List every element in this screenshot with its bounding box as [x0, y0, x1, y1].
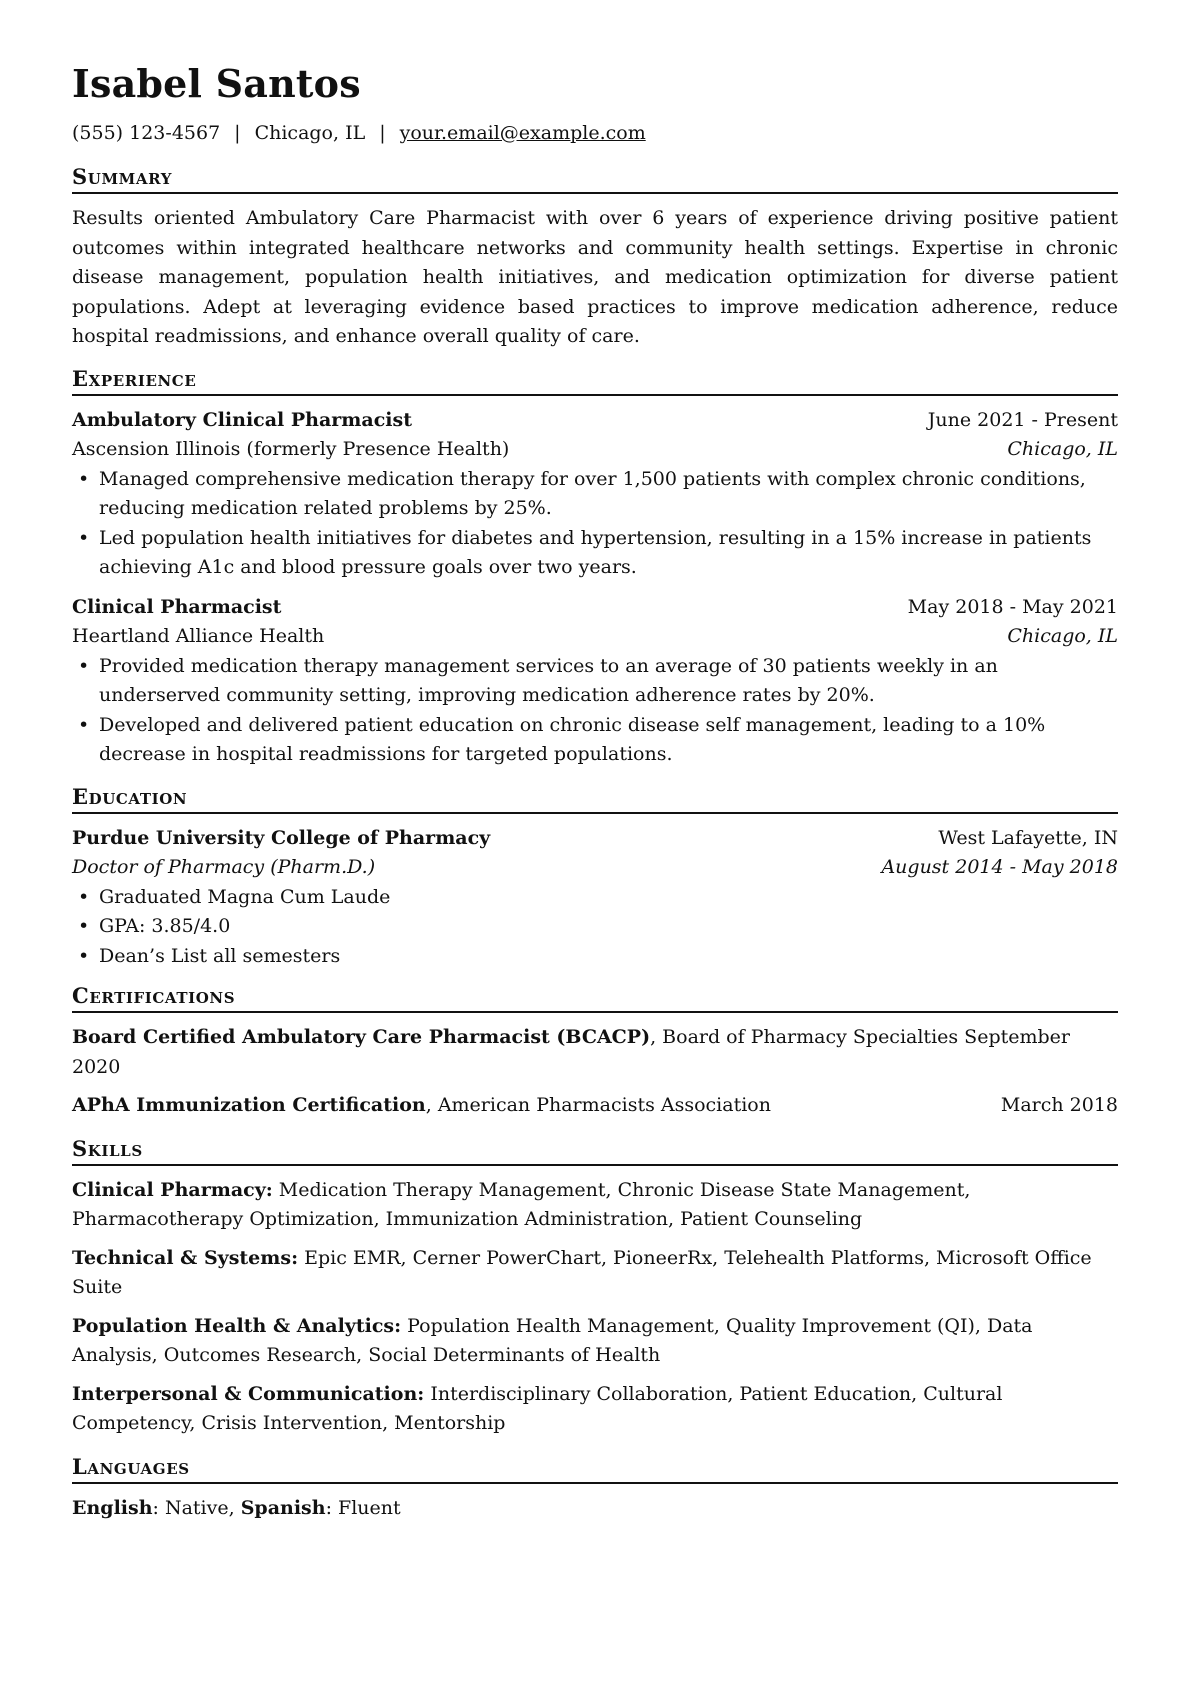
- school-location: West Lafayette, IN: [938, 826, 1118, 849]
- school-name: Purdue University College of Pharmacy: [72, 826, 491, 849]
- location: Chicago, IL: [254, 122, 366, 144]
- experience-section: [72, 366, 1118, 770]
- job-subheader: [72, 622, 1118, 652]
- job-bullets: [72, 652, 1118, 770]
- certification-item: [72, 1091, 1118, 1121]
- job-role: Clinical Pharmacist: [72, 595, 282, 618]
- phone: (555) 123-4567: [72, 122, 221, 144]
- languages-section: [72, 1454, 1118, 1524]
- job-bullets: [72, 465, 1118, 583]
- job-header: [72, 406, 1118, 436]
- summary-text: Results oriented Ambulatory Care Pharmacist with over 6 years of experience driving positive patient outcomes within integrated healthcare networks and community health settings. Expertise in chronic disease management, population health initiatives, and medication optimization for diverse patient populations. Adept at leveraging evidence based practices to improve medication adherence, reduce hospital readmissions, and enhance overall quality of care.: [72, 207, 1118, 347]
- certification-issuer: , Board of Pharmacy Specialties September 2020: [72, 1026, 1070, 1078]
- candidate-name: Isabel Santos: [72, 61, 361, 106]
- skills-section: [72, 1136, 1118, 1439]
- job-org: Ascension Illinois (formerly Presence Health): [72, 438, 510, 460]
- list-item: • Managed comprehensive medication therapy for over 1,500 patients with complex chronic conditions, reducing medication related problems by 25%.: [72, 465, 1118, 524]
- list-item: • GPA: 3.85/4.0: [72, 912, 1118, 942]
- list-item: • Developed and delivered patient education on chronic disease self management, leading to a 10% decrease in hospital readmissions for targeted populations.: [72, 711, 1118, 770]
- job-location: Chicago, IL: [1007, 438, 1118, 460]
- languages-line: [72, 1494, 1118, 1524]
- skill-text: Interdisciplinary Collaboration, Patient Education, Cultural Competency, Crisis Intervention, Mentorship: [72, 1382, 1003, 1434]
- summary-section: [72, 164, 1118, 352]
- skill-group: [72, 1176, 1118, 1235]
- job-location: Chicago, IL: [1007, 625, 1118, 647]
- certifications-section: [72, 983, 1118, 1121]
- list-item: • Graduated Magna Cum Laude: [72, 883, 1118, 913]
- contact-separator: |: [379, 122, 386, 144]
- skill-text: Medication Therapy Management, Chronic Disease State Management, Pharmacotherapy Optimization, Immunization Administration, Patient Counseling: [72, 1178, 971, 1230]
- section-title-education: Education: [72, 784, 1118, 814]
- education-dates: August 2014 - May 2018: [881, 856, 1118, 878]
- skill-label: Clinical Pharmacy:: [72, 1178, 273, 1201]
- skill-text: Population Health Management, Quality Improvement (QI), Data Analysis, Outcomes Research, Social Determinants of Health: [72, 1314, 1033, 1366]
- certification-date: March 2018: [1000, 1094, 1118, 1116]
- job-org: Heartland Alliance Health: [72, 625, 325, 647]
- skill-group: [72, 1380, 1118, 1439]
- section-title-certifications: Certifications: [72, 983, 1118, 1013]
- list-item: • Provided medication therapy management services to an average of 30 patients weekly in an underserved community setting, improving medication adherence rates by 20%.: [72, 652, 1118, 711]
- list-item: • Led population health initiatives for diabetes and hypertension, resulting in a 15% increase in patients achieving A1c and blood pressure goals over two years.: [72, 524, 1118, 583]
- skill-text: Epic EMR, Cerner PowerChart, PioneerRx, Telehealth Platforms, Microsoft Office Suite: [72, 1246, 1092, 1298]
- job-entry: [72, 406, 1118, 583]
- education-bullets: [72, 883, 1118, 972]
- job-subheader: [72, 435, 1118, 465]
- education-section: [72, 784, 1118, 972]
- language-name: Spanish: [240, 1496, 326, 1519]
- skill-group: [72, 1312, 1118, 1371]
- contact-line: [72, 120, 1118, 146]
- job-dates: June 2021 - Present: [927, 408, 1118, 431]
- language-name: English: [72, 1496, 153, 1519]
- certification-item: [72, 1023, 1118, 1082]
- language-level: : Fluent: [325, 1496, 401, 1519]
- skill-label: Interpersonal & Communication:: [72, 1382, 425, 1405]
- section-title-summary: Summary: [72, 164, 1118, 194]
- certification-name: Board Certified Ambulatory Care Pharmacist (BCACP): [72, 1026, 651, 1048]
- contact-separator: |: [234, 122, 241, 144]
- section-title-experience: Experience: [72, 366, 1118, 396]
- job-entry: [72, 593, 1118, 770]
- job-role: Ambulatory Clinical Pharmacist: [72, 408, 412, 431]
- education-subheader: [72, 853, 1118, 883]
- list-item: • Dean’s List all semesters: [72, 942, 1118, 972]
- skill-label: Population Health & Analytics:: [72, 1314, 402, 1337]
- section-title-languages: Languages: [72, 1454, 1118, 1484]
- certification-issuer: , American Pharmacists Association: [425, 1094, 771, 1116]
- section-title-skills: Skills: [72, 1136, 1118, 1166]
- language-level: : Native,: [152, 1496, 241, 1519]
- email-link[interactable]: your.email@example.com: [399, 122, 646, 144]
- skill-group: [72, 1244, 1118, 1303]
- job-header: [72, 593, 1118, 623]
- certification-name: APhA Immunization Certification: [72, 1094, 426, 1116]
- degree: Doctor of Pharmacy (Pharm.D.): [72, 856, 376, 878]
- skill-label: Technical & Systems:: [72, 1246, 299, 1269]
- education-header: [72, 824, 1118, 854]
- job-dates: May 2018 - May 2021: [907, 595, 1118, 618]
